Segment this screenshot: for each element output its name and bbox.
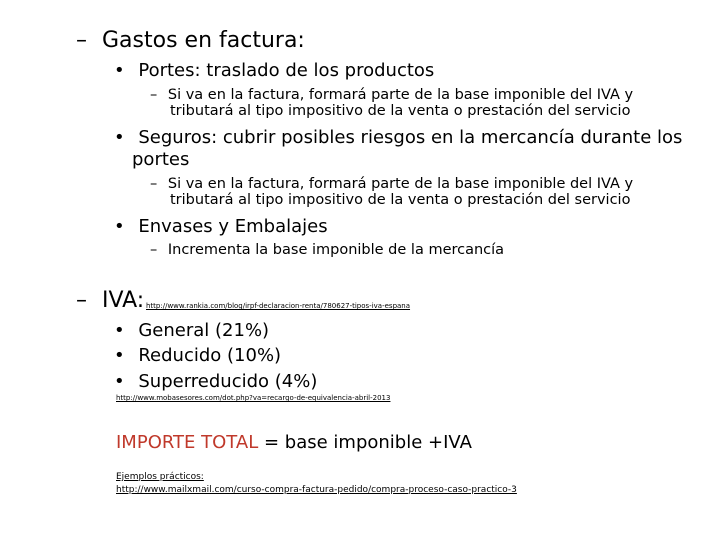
iva-rankia-link[interactable]: http://www.rankia.com/blog/irpf-declaracion-renta/780627-tipos-iva-espana: [146, 302, 411, 310]
bullet-marker: •: [114, 127, 125, 148]
iva-item-text: Reducido (10%): [138, 345, 282, 366]
dash-marker: –: [150, 176, 158, 192]
ejemplos-link[interactable]: http://www.mailxmail.com/curso-compra-factura-pedido/compra-proceso-caso-practico-3: [116, 485, 517, 495]
envases-sub-text: Incrementa la base imponible de la mercancía: [167, 242, 505, 258]
portes-text: Portes: traslado de los productos: [138, 60, 435, 81]
bullet-marker: •: [114, 60, 125, 81]
importe-total-label: IMPORTE TOTAL: [116, 432, 259, 453]
iva-title: IVA:: [102, 288, 145, 313]
envases-item: [114, 216, 328, 237]
iva-item-text: General (21%): [138, 320, 270, 341]
bullet-marker: •: [114, 345, 125, 366]
bullet-marker: •: [114, 216, 125, 237]
iva-item-text: Superreducido (4%): [138, 371, 318, 392]
envases-text: Envases y Embalajes: [138, 216, 328, 237]
portes-sub-line2: tributará al tipo impositivo de la venta o prestación del servicio: [170, 103, 631, 119]
recargo-equivalencia-link[interactable]: http://www.mobasesores.com/dot.php?va=recargo-de-equivalencia-abril-2013: [116, 394, 391, 402]
ejemplos-label: Ejemplos prácticos:: [116, 472, 204, 482]
iva-item-superreducido: [114, 371, 317, 392]
portes-item: [114, 60, 434, 81]
portes-sub-text1: Si va en la factura, formará parte de la base imponible del IVA y: [167, 87, 634, 103]
dash-marker: –: [76, 288, 87, 313]
iva-item-reducido: [114, 345, 281, 366]
seguros-sub-line2: tributará al tipo impositivo de la venta o prestación del servicio: [170, 192, 631, 208]
dash-marker: –: [76, 28, 87, 53]
portes-sub-line1: [150, 87, 633, 103]
dash-marker: –: [150, 242, 158, 258]
bullet-marker: •: [114, 371, 125, 392]
seguros-line1: Seguros: cubrir posibles riesgos en la mercancía durante los: [138, 127, 683, 148]
gastos-heading: [76, 28, 305, 53]
importe-total-formula: = base imponible +IVA: [258, 432, 472, 453]
seguros-item: [114, 127, 682, 148]
seguros-sub-text1: Si va en la factura, formará parte de la base imponible del IVA y: [167, 176, 634, 192]
seguros-sub-line1: [150, 176, 633, 192]
iva-item-general: [114, 320, 269, 341]
bullet-marker: •: [114, 320, 125, 341]
envases-sub-line: [150, 242, 504, 258]
importe-total-line: [116, 432, 472, 453]
gastos-title: Gastos en factura:: [102, 28, 305, 53]
iva-heading: [76, 288, 144, 313]
seguros-line2: portes: [132, 149, 190, 170]
dash-marker: –: [150, 87, 158, 103]
